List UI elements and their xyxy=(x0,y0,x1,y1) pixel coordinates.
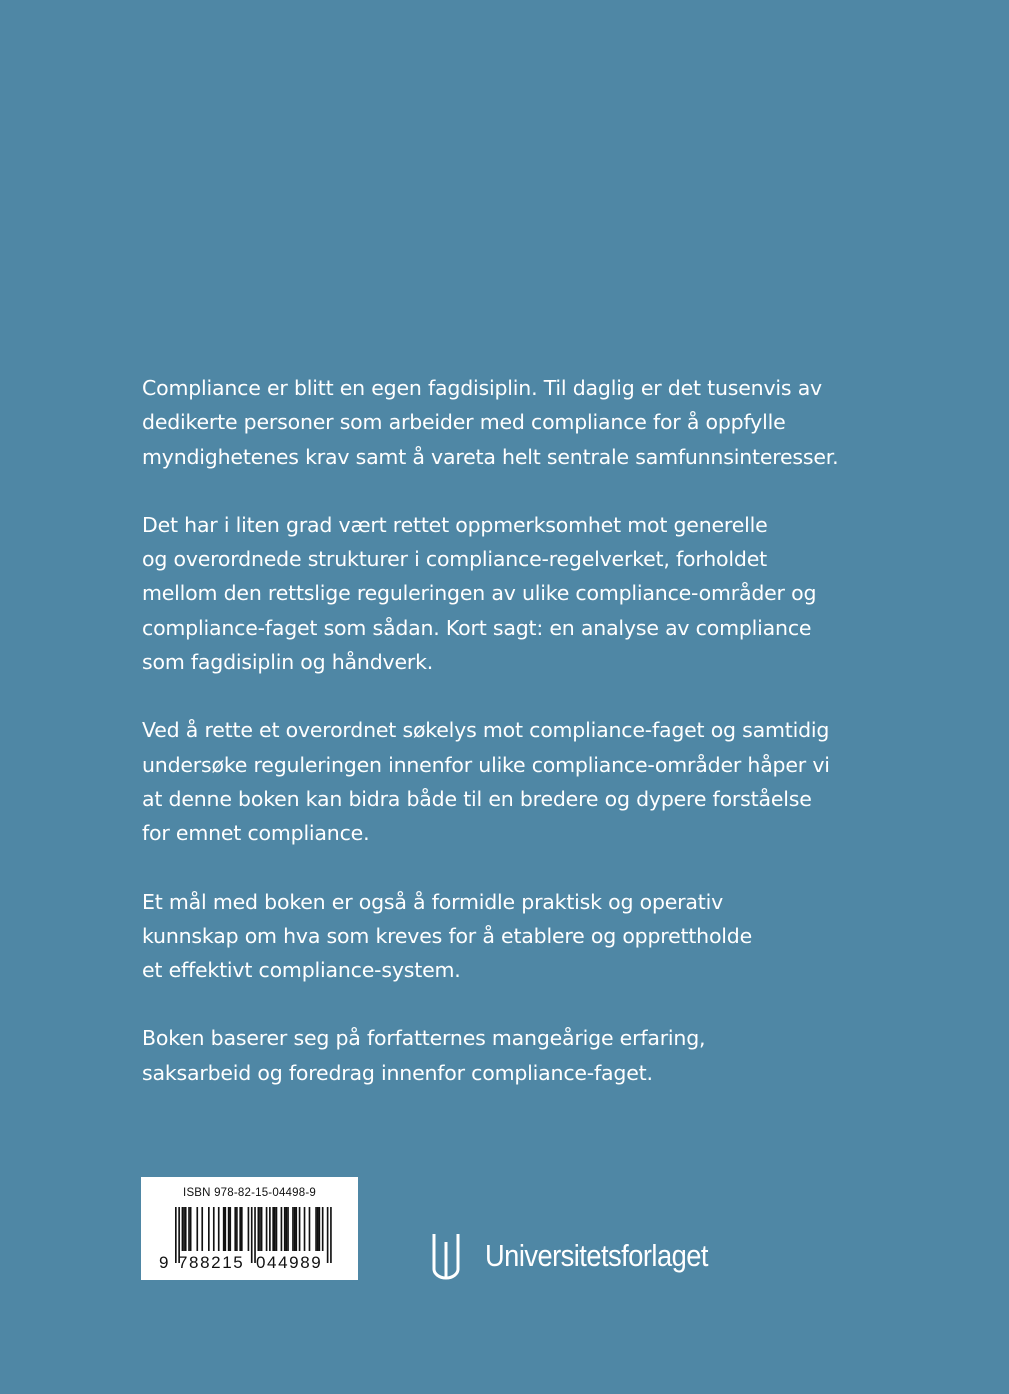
barcode-bar xyxy=(182,1207,184,1251)
blurb-line: at denne boken kan bidra både til en bredere og dypere forståelse xyxy=(142,786,812,811)
barcode-bar xyxy=(272,1207,274,1251)
barcode-bar xyxy=(315,1207,317,1251)
barcode-guard-bar xyxy=(327,1207,329,1263)
back-cover-blurb xyxy=(142,371,902,1124)
blurb-line: som fagdisiplin og håndverk. xyxy=(142,650,434,675)
barcode-bar xyxy=(294,1207,296,1251)
ean-first-digit: 9 xyxy=(159,1253,171,1272)
blurb-paragraph-4 xyxy=(142,885,902,988)
barcode-bar xyxy=(234,1207,236,1251)
publisher-brand xyxy=(431,1232,738,1280)
barcode-bar xyxy=(213,1207,215,1251)
blurb-line: Det har i liten grad vært rettet oppmerksomhet mot generelle xyxy=(142,512,768,537)
blurb-line: Boken baserer seg på forfatternes mangeårige erfaring, xyxy=(142,1026,706,1051)
barcode-bar xyxy=(185,1207,187,1251)
barcode-bar xyxy=(223,1207,225,1251)
barcode-bar xyxy=(292,1207,294,1251)
isbn-barcode xyxy=(141,1177,358,1280)
blurb-line: kunnskap om hva som kreves for å etablere og opprettholde xyxy=(142,923,753,948)
u-monogram-icon xyxy=(431,1232,461,1280)
barcode-bar xyxy=(188,1207,190,1251)
barcode-bar xyxy=(299,1207,301,1251)
barcode-bar xyxy=(239,1207,241,1251)
barcode-bar xyxy=(281,1207,283,1251)
barcode-bar xyxy=(196,1207,198,1251)
barcode-bar xyxy=(248,1207,250,1251)
blurb-line: myndighetenes krav samt å vareta helt sentrale samfunnsinteresser. xyxy=(142,444,839,469)
blurb-line: Et mål med boken er også å formidle praktisk og operativ xyxy=(142,889,724,914)
blurb-line: compliance-faget som sådan. Kort sagt: en analyse av compliance xyxy=(142,615,812,640)
barcode-bar xyxy=(225,1207,227,1251)
barcode-bar xyxy=(322,1207,324,1251)
barcode-bar xyxy=(241,1207,243,1251)
blurb-line: mellom den rettslige reguleringen av ulike compliance-områder og xyxy=(142,581,817,606)
barcode-bar xyxy=(286,1207,288,1251)
barcode-bars xyxy=(141,1177,358,1280)
barcode-bar xyxy=(284,1207,286,1251)
barcode-bar xyxy=(208,1207,210,1251)
barcode-bar xyxy=(218,1207,220,1251)
blurb-line: og overordnede strukturer i compliance-regelverket, forholdet xyxy=(142,547,767,572)
barcode-bar xyxy=(317,1207,319,1251)
blurb-paragraph-1 xyxy=(142,371,902,474)
barcode-bar xyxy=(287,1207,289,1251)
barcode-bar xyxy=(319,1207,321,1251)
barcode-bar xyxy=(228,1207,230,1251)
barcode-bar xyxy=(183,1207,185,1251)
barcode-bar xyxy=(295,1207,297,1251)
barcode-bar xyxy=(269,1207,271,1251)
barcode-bar xyxy=(276,1207,278,1251)
barcode-bar xyxy=(236,1207,238,1251)
publisher-name: Universitetsforlaget xyxy=(485,1238,708,1273)
barcode-bar xyxy=(304,1207,306,1251)
blurb-line: et effektivt compliance-system. xyxy=(142,958,461,983)
blurb-line: dedikerte personer som arbeider med compliance for å oppfylle xyxy=(142,410,786,435)
blurb-line: saksarbeid og foredrag innenfor compliance-faget. xyxy=(142,1060,653,1085)
barcode-bar xyxy=(309,1207,311,1251)
barcode-bar xyxy=(201,1207,203,1251)
barcode-bar xyxy=(258,1207,260,1251)
barcode-guard-bar xyxy=(330,1207,332,1263)
ean-left-group: 788215 xyxy=(178,1253,245,1272)
blurb-line: Ved å rette et overordnet søkelys mot compliance-faget og samtidig xyxy=(142,718,830,743)
blurb-paragraph-5 xyxy=(142,1021,902,1090)
barcode-bar xyxy=(229,1207,231,1251)
barcode-bar xyxy=(190,1207,192,1251)
barcode-bar xyxy=(259,1207,261,1251)
blurb-line: for emnet compliance. xyxy=(142,821,370,846)
ean-right-group: 044989 xyxy=(256,1253,323,1272)
blurb-paragraph-3 xyxy=(142,713,902,850)
isbn-label: ISBN 978-82-15-04498-9 xyxy=(183,1187,316,1199)
barcode-guard-bar xyxy=(251,1207,253,1263)
barcode-bar xyxy=(261,1207,263,1251)
blurb-line: undersøke reguleringen innenfor ulike compliance-områder håper vi xyxy=(142,752,830,777)
barcode-bar xyxy=(274,1207,276,1251)
barcode-bar xyxy=(266,1207,268,1251)
blurb-line: Compliance er blitt en egen fagdisiplin. Til daglig er det tusenvis av xyxy=(142,376,822,400)
barcode-guard-bar xyxy=(175,1207,177,1263)
blurb-paragraph-2 xyxy=(142,508,902,679)
